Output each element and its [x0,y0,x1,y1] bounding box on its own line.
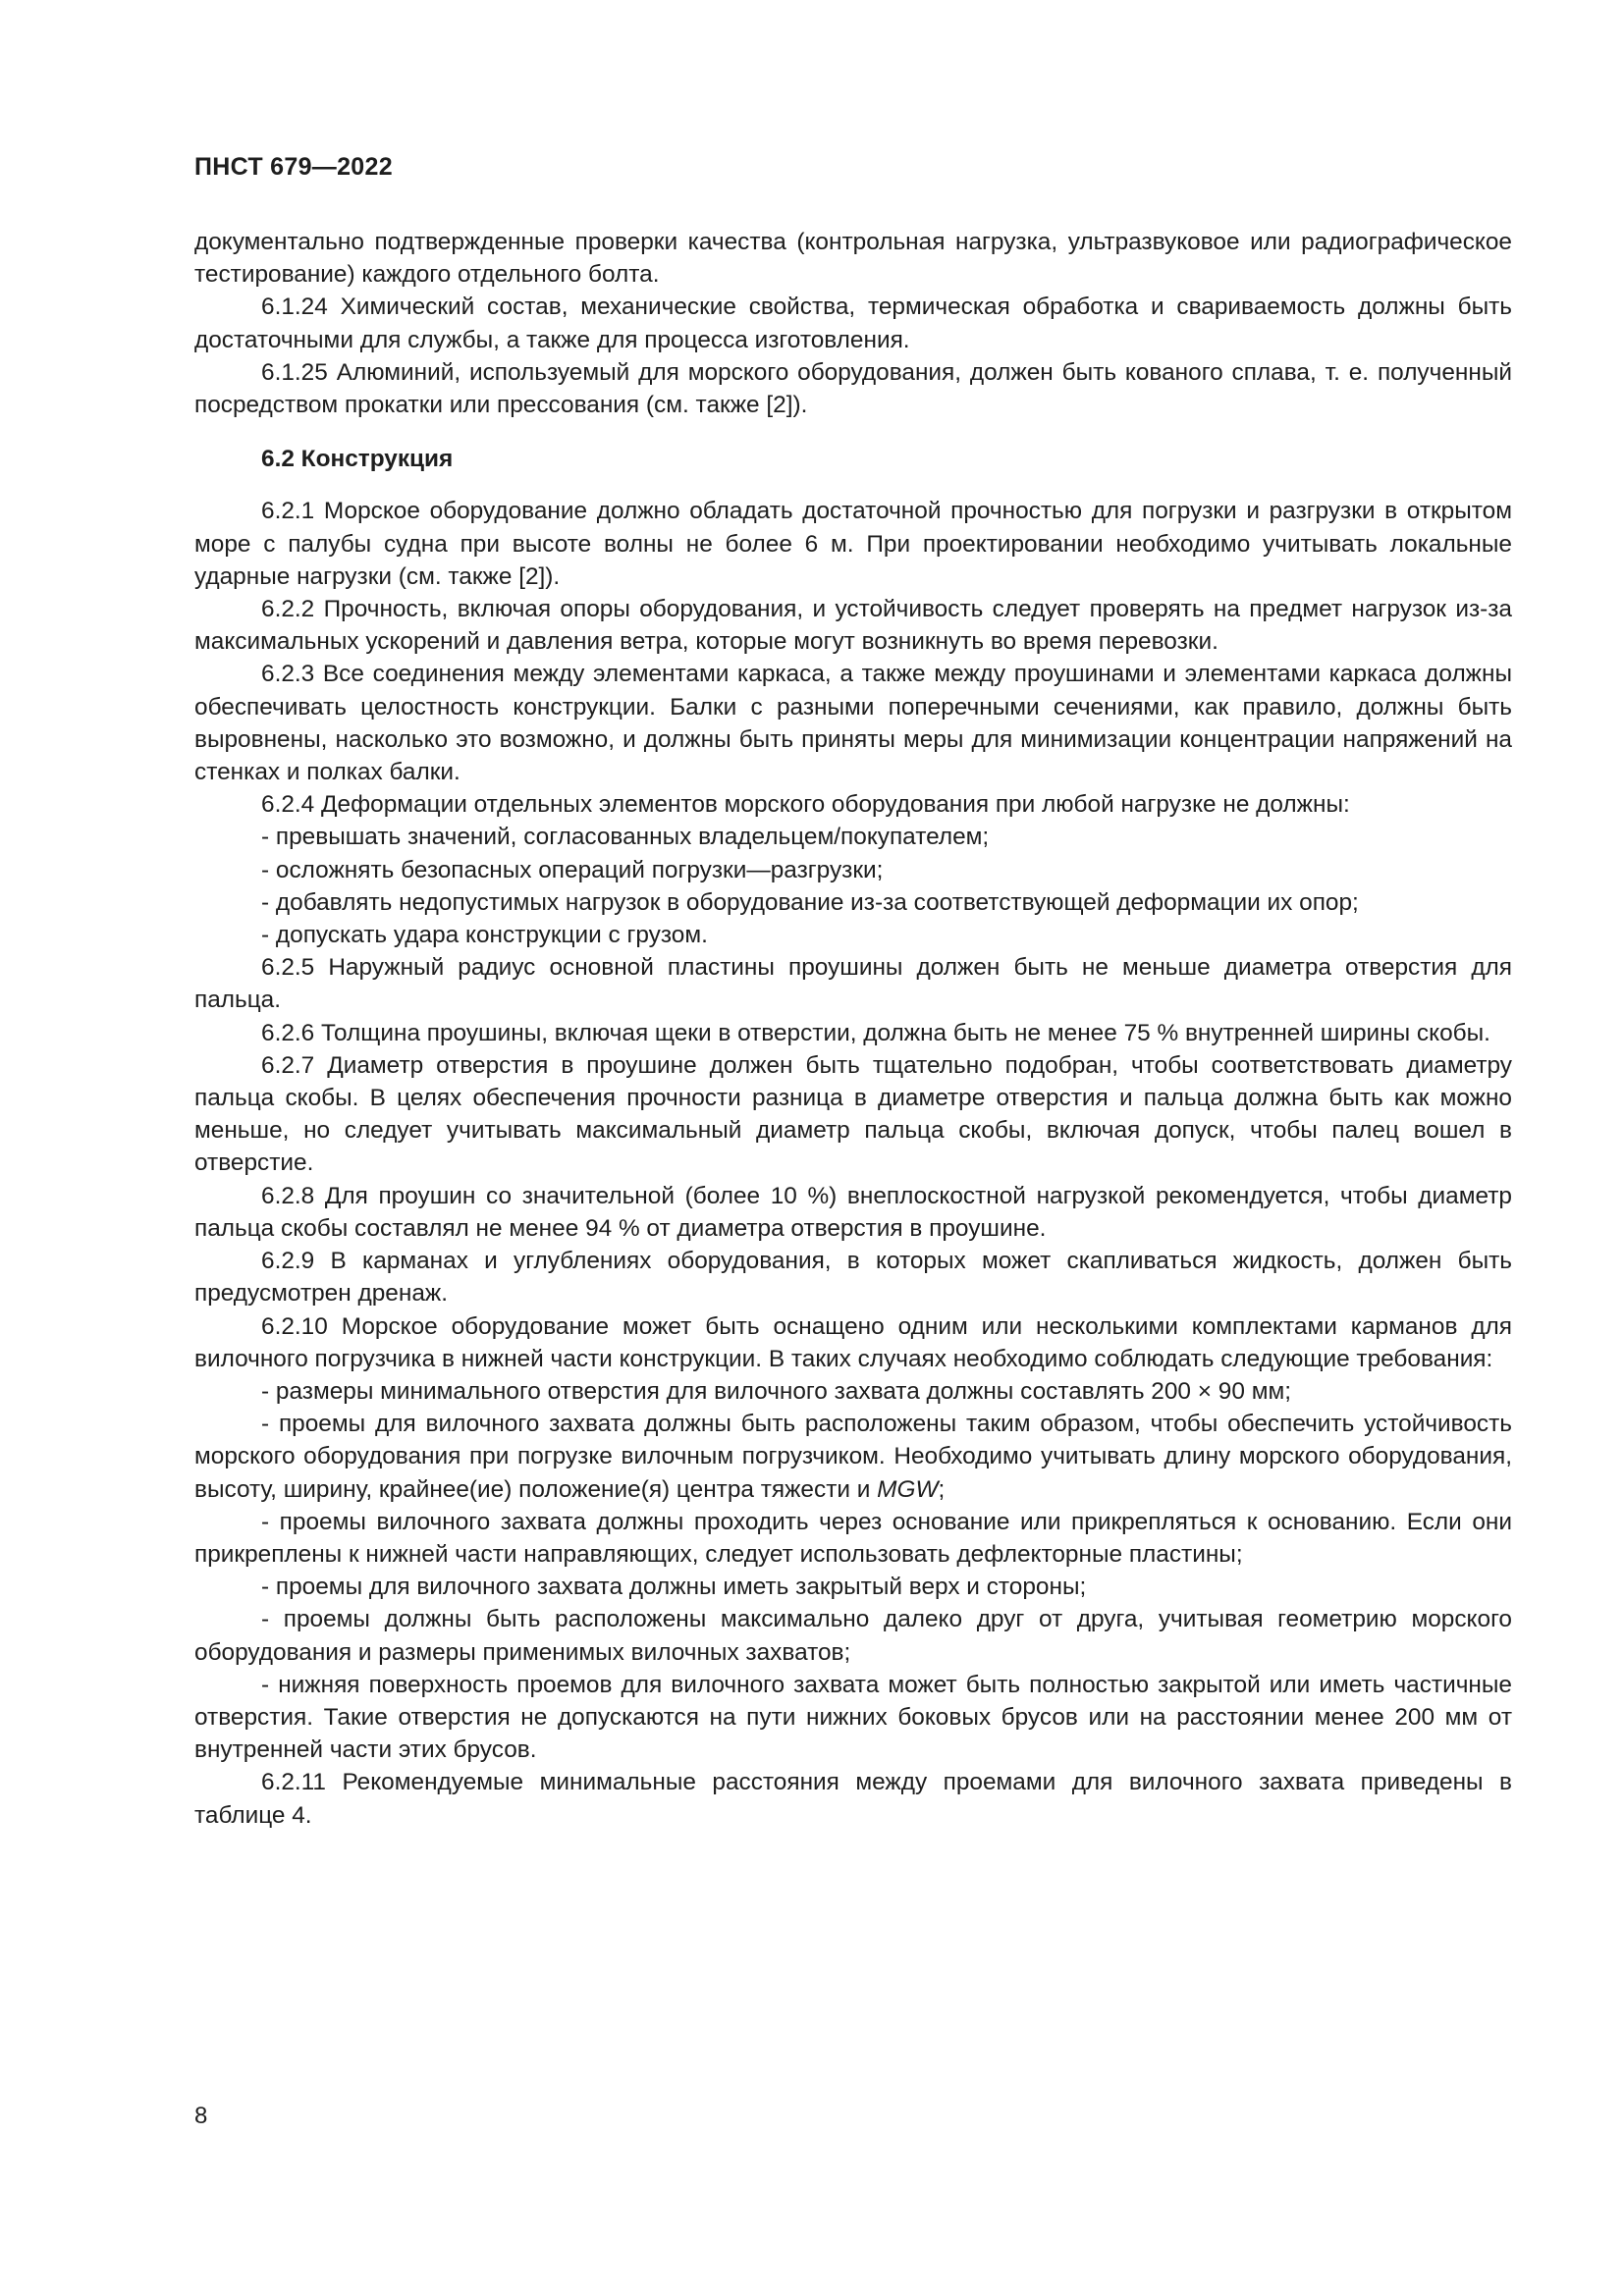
list-item: - проемы должны быть расположены максимально далеко друг от друга, учитывая геометрию морского оборудования и размеры применимых вилочных захватов; [194,1606,1512,1666]
paragraph-6-2-9: 6.2.9 В карманах и углублениях оборудования, в которых может скапливаться жидкость, должен быть предусмотрен дренаж. [194,1248,1512,1308]
list-item-tail: ; [938,1475,946,1503]
paragraph-6-2-4: 6.2.4 Деформации отдельных элементов морского оборудования при любой нагрузке не должны: [261,791,1350,819]
paragraph-6-2-3: 6.2.3 Все соединения между элементами каркаса, а также между проушинами и элементами каркаса должны обеспечивать целостность конструкции. Балки с разными поперечными сечениями, как правило, должны быть выровнены, насколько это возможно, и должны быть приняты меры для минимизации концентрации напряжений на стенках и полках балки. [194,661,1512,786]
list-item [194,1408,1512,1506]
mgw-term: MGW [877,1475,939,1503]
list-item: - проемы вилочного захвата должны проходить через основание или прикрепляться к основанию. Если они прикреплены к нижней части направляющих, следует использовать дефлекторные пластины; [194,1508,1512,1568]
page-number: 8 [194,2103,208,2129]
paragraph-6-1-24: 6.1.24 Химический состав, механические свойства, термическая обработка и свариваемость должны быть достаточными для службы, а также для процесса изготовления. [194,294,1512,353]
list-item: - проемы для вилочного захвата должны иметь закрытый верх и стороны; [261,1574,1087,1601]
list-item: - допускать удара конструкции с грузом. [261,922,708,949]
list-item: - нижняя поверхность проемов для вилочного захвата может быть полностью закрытой или иметь частичные отверстия. Такие отверстия не допускаются на пути нижних боковых брусов или на расстоянии менее 200 мм от внутренней части этих брусов. [194,1671,1512,1764]
paragraph-6-2-5: 6.2.5 Наружный радиус основной пластины проушины должен быть не меньше диаметра отверстия для пальца. [194,954,1512,1014]
paragraph-6-2-7: 6.2.7 Диаметр отверстия в проушине должен быть тщательно подобран, чтобы соответствовать диаметру пальца скобы. В целях обеспечения прочности разница в диаметре отверстия и пальца должна быть как можно меньше, но следует учитывать максимальный диаметр пальца скобы, включая допуск, чтобы палец вошел в отверстие. [194,1051,1512,1177]
paragraph-6-2-11: 6.2.11 Рекомендуемые минимальные расстояния между проемами для вилочного захвата приведены в таблице 4. [194,1769,1512,1829]
paragraph-6-1-25: 6.1.25 Алюминий, используемый для морского оборудования, должен быть кованого сплава, т. е. полученный посредством прокатки или прессования (см. также [2]). [194,358,1512,419]
section-title: 6.2 Конструкция [261,446,454,473]
paragraph-6-2-6: 6.2.6 Толщина проушины, включая щеки в отверстии, должна быть не менее 75 % внутренней ширины скобы. [261,1019,1490,1046]
document-id-header: ПНСТ 679—2022 [194,153,393,181]
paragraph-6-2-10: 6.2.10 Морское оборудование может быть оснащено одним или несколькими комплектами карманов для вилочного погрузчика в нижней части конструкции. В таких случаях необходимо соблюдать следующие требования: [194,1312,1512,1372]
document-body [194,226,1512,1832]
paragraph-6-2-1: 6.2.1 Морское оборудование должно обладать достаточной прочностью для погрузки и разгрузки в открытом море с палубы судна при высоте волны не более 6 м. При проектировании необходимо учитывать локальные ударные нагрузки (см. также [2]). [194,498,1512,590]
paragraph-continuation: документально подтвержденные проверки качества (контрольная нагрузка, ультразвуковое или радиографическое тестирование) каждого отдельного болта. [194,229,1512,289]
paragraph-6-2-2: 6.2.2 Прочность, включая опоры оборудования, и устойчивость следует проверять на предмет нагрузок из-за максимальных ускорений и давления ветра, которые могут возникнуть во время перевозки. [194,596,1512,656]
list-item: - размеры минимального отверстия для вилочного захвата должны составлять 200 × 90 мм; [261,1377,1292,1405]
list-item-text: - проемы для вилочного захвата должны быть расположены таким образом, чтобы обеспечить устойчивость морского оборудования при погрузке вилочным погрузчиком. Необходимо учитывать длину морского оборудования, высоту, ширину, крайнее(ие) положение(я) центра тяжести и [194,1411,1512,1503]
list-item: - добавлять недопустимых нагрузок в оборудование из-за соответствующей деформации их опор; [261,888,1359,916]
paragraph-6-2-8: 6.2.8 Для проушин со значительной (более 10 %) внеплоскостной нагрузкой рекомендуется, чтобы диаметр пальца скобы составлял не менее 94 % от диаметра отверстия в проушине. [194,1182,1512,1242]
list-item: - превышать значений, согласованных владельцем/покупателем; [261,824,990,851]
list-item: - осложнять безопасных операций погрузки—разгрузки; [261,856,884,883]
